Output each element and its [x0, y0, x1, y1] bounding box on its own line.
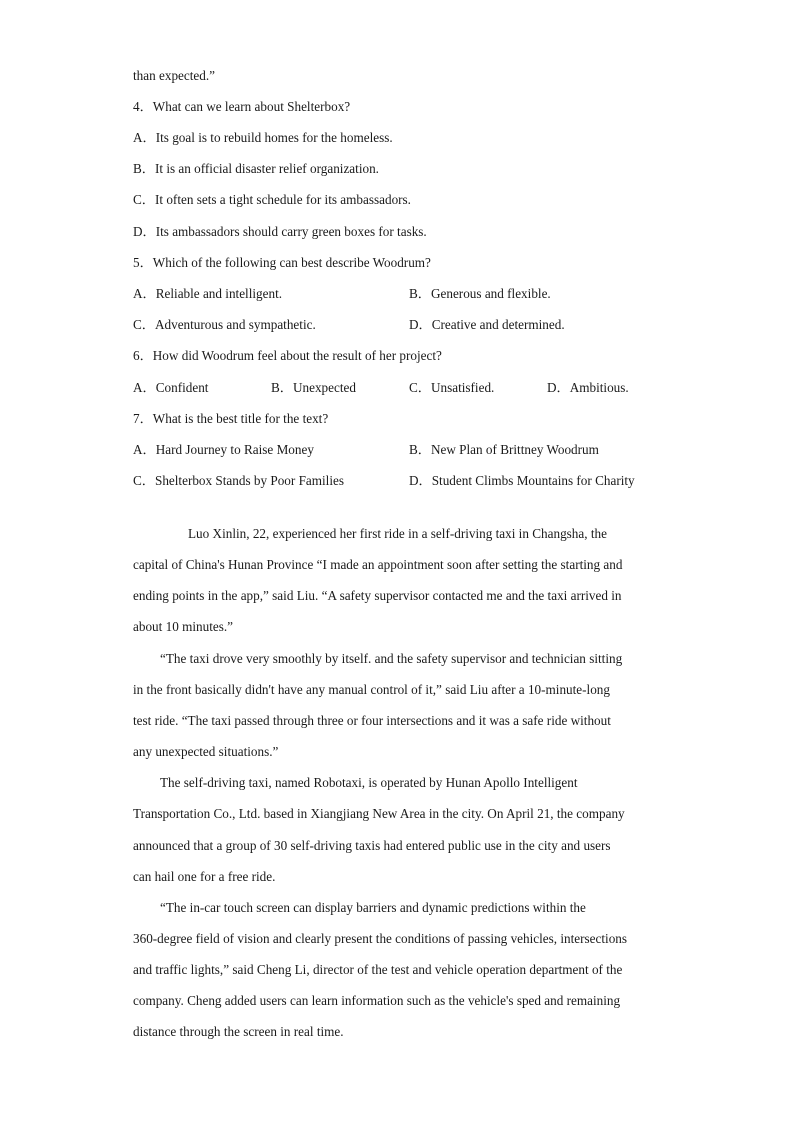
question-7-stem: 7．What is the best title for the text? [133, 411, 329, 426]
question-4-option-c: C．It often sets a tight schedule for its ambassadors. [133, 192, 411, 207]
question-7-option-b: B．New Plan of Brittney Woodrum [409, 442, 599, 457]
passage-p2-line-1: “The taxi drove very smoothly by itself. and the safety supervisor and technician sitting [160, 651, 623, 666]
passage-p3-line-2: Transportation Co., Ltd. based in Xiangjiang New Area in the city. On April 21, the company [133, 806, 625, 821]
question-7-option-d: D．Student Climbs Mountains for Charity [409, 473, 635, 488]
passage-p2-line-4: any unexpected situations.” [133, 744, 279, 759]
question-4-option-d: D．Its ambassadors should carry green boxes for tasks. [133, 224, 427, 239]
passage-p4-line-3: and traffic lights,” said Cheng Li, director of the test and vehicle operation department of the [133, 962, 623, 977]
passage-p1-line-4: about 10 minutes.” [133, 619, 233, 634]
passage-p3-line-3: announced that a group of 30 self-driving taxis had entered public use in the city and users [133, 838, 611, 853]
question-6-option-a: A．Confident [133, 380, 209, 395]
question-7-option-c: C．Shelterbox Stands by Poor Families [133, 473, 344, 488]
passage-p1-line-1: Luo Xinlin, 22, experienced her first ride in a self-driving taxi in Changsha, the [188, 526, 607, 541]
passage-p2-line-3: test ride. “The taxi passed through three or four intersections and it was a safe ride without [133, 713, 611, 728]
passage-p2-line-2: in the front basically didn't have any manual control of it,” said Liu after a 10-minute-long [133, 682, 610, 697]
passage-p4-line-5: distance through the screen in real time. [133, 1024, 344, 1039]
question-6-option-b: B．Unexpected [271, 380, 356, 395]
question-4-option-b: B．It is an official disaster relief organization. [133, 161, 379, 176]
passage-p1-line-3: ending points in the app,” said Liu. “A safety supervisor contacted me and the taxi arrived in [133, 588, 622, 603]
question-4-stem: 4．What can we learn about Shelterbox? [133, 99, 351, 114]
question-6-option-c: C．Unsatisfied. [409, 380, 495, 395]
carryover-text: than expected.” [133, 68, 216, 83]
question-5-option-a: A．Reliable and intelligent. [133, 286, 283, 301]
question-5-option-b: B．Generous and flexible. [409, 286, 551, 301]
passage-p4-line-1: “The in-car touch screen can display barriers and dynamic predictions within the [160, 900, 586, 915]
passage-p4-line-4: company. Cheng added users can learn information such as the vehicle's sped and remaining [133, 993, 621, 1008]
passage-p4-line-2: 360-degree field of vision and clearly present the conditions of passing vehicles, intersections [133, 931, 628, 946]
question-4-option-a: A．Its goal is to rebuild homes for the homeless. [133, 130, 393, 145]
passage-p3-line-1: The self-driving taxi, named Robotaxi, is operated by Hunan Apollo Intelligent [160, 775, 578, 790]
question-5-option-d: D．Creative and determined. [409, 317, 565, 332]
question-5-stem: 5．Which of the following can best describe Woodrum? [133, 255, 431, 270]
passage-p1-line-2: capital of China's Hunan Province “I made an appointment soon after setting the starting and [133, 557, 623, 572]
question-7-option-a: A．Hard Journey to Raise Money [133, 442, 314, 457]
question-5-option-c: C．Adventurous and sympathetic. [133, 317, 316, 332]
passage-p3-line-4: can hail one for a free ride. [133, 869, 276, 884]
question-6-stem: 6．How did Woodrum feel about the result of her project? [133, 348, 442, 363]
question-6-option-d: D．Ambitious. [547, 380, 629, 395]
